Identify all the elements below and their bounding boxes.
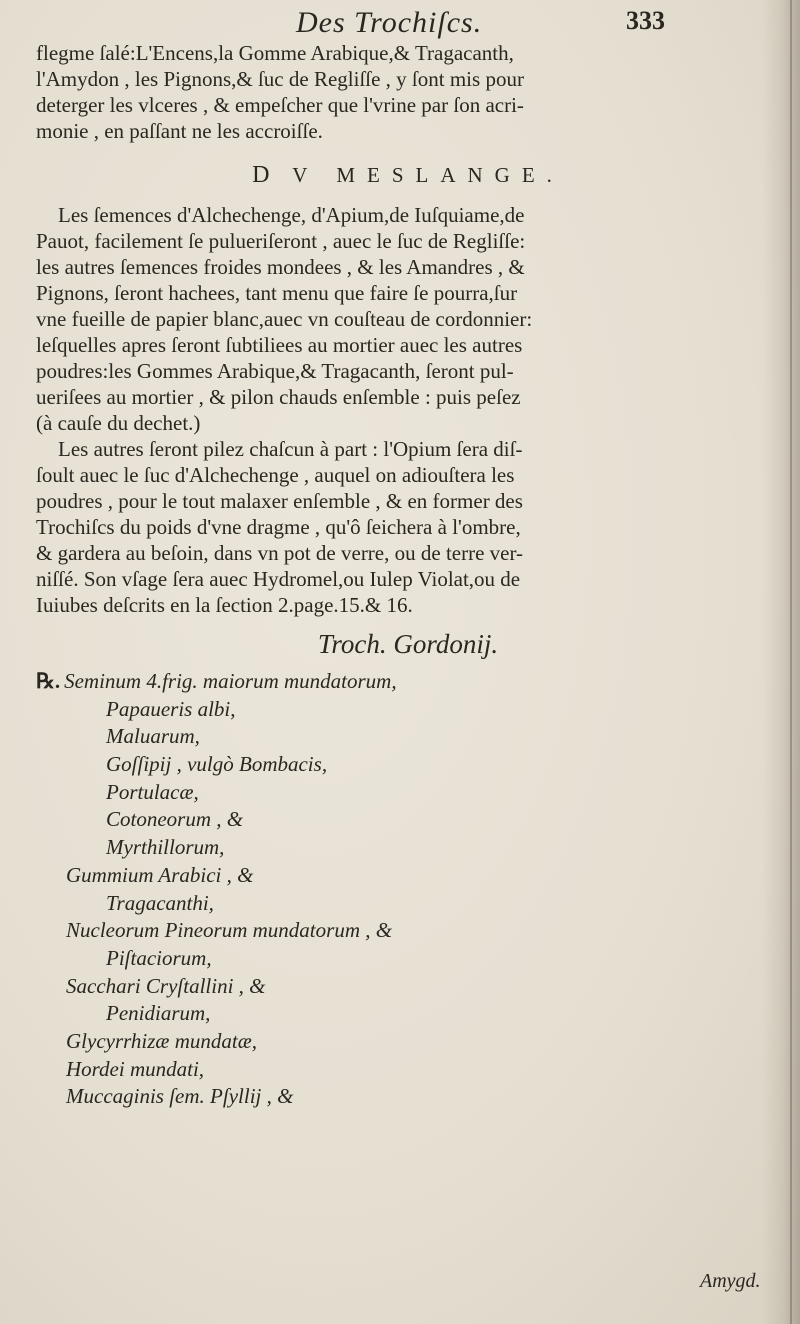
text-line: monie , en paſſant ne les accroiſſe. [36,119,323,143]
paragraph-opening [36,40,780,144]
ingredient-list [36,696,780,1111]
text-line: niſſé. Son vſage ſera auec Hydromel,ou Iulep Violat,ou de [36,567,521,591]
catchword: Amygd. [700,1270,761,1292]
text-line: Pauot, facilement ſe pulueriſeront , auec le ſuc de Regliſſe: [36,229,526,253]
text-line: (à cauſe du dechet.) [36,411,201,435]
recipe-title: Troch. Gordonij. [317,629,499,659]
ingredient-line: Penidiarum, [106,1001,211,1026]
text-line: ueriſees au mortier , & pilon chauds enſemble : puis peſez [36,385,521,409]
ingredient-line: Goſſipij , vulgò Bombacis, [106,752,328,777]
ingredient-line: Sacchari Cryſtallini , & [66,973,266,998]
text-line: les autres ſemences froides mondees , & les Amandres , & [36,255,525,279]
section-heading-initial: D [252,162,276,188]
ingredient-line: Portulacæ, [106,779,199,804]
paragraph-usage [36,436,780,618]
recipe-first-ingredient: Seminum 4.frig. maiorum mundatorum, [64,669,397,693]
ingredient-line: Hordei mundati, [66,1056,205,1081]
ingredient-line: Cotoneorum , & [106,807,244,832]
section-heading-rest: V MESLANGE. [292,163,564,187]
text-line: Pignons, ſeront hachees, tant menu que faire ſe pourra,ſur [36,281,518,305]
text-line: poudres , pour le tout malaxer enſemble , & en former des [36,489,523,513]
text-line: Iuiubes deſcrits en la ſection 2.page.15.& 16. [36,593,413,617]
page-edge-line [790,0,792,1324]
text-line: & gardera au beſoin, dans vn pot de verre, ou de terre ver- [36,541,524,565]
ingredient-line: Muccaginis ſem. Pſyllij , & [66,1084,294,1109]
text-line: ſoult auec le ſuc d'Alchechenge , auquel on adiouſtera les [36,463,515,487]
recipe-first-line [36,668,780,696]
text-line: flegme ſalé:L'Encens,la Gomme Arabique,& Tragacanth, [36,41,514,65]
recipe-ingredients [36,668,780,1111]
ingredient-line: Glycyrrhizæ mundatæ, [66,1028,257,1053]
text-line: l'Amydon , les Pignons,& ſuc de Regliſſe , y ſont mis pour [36,67,524,91]
recipe-symbol: ℞. [36,669,61,693]
ingredient-line: Gummium Arabici , & [66,862,254,887]
page-number: 333 [626,6,665,35]
running-header [36,0,780,40]
running-title: Des Trochiſcs. [296,6,483,39]
text-line: deterger les vlceres , & empeſcher que l'vrine par ſon acri- [36,93,524,117]
ingredient-line: Nucleorum Pineorum mundatorum , & [66,918,393,943]
page-content [36,0,780,1111]
text-line: Les autres ſeront pilez chaſcun à part : l'Opium ſera diſ- [58,437,523,461]
ingredient-line: Tragacanthi, [106,890,214,915]
text-line: Les ſemences d'Alchechenge, d'Apium,de Iuſquiame,de [58,203,525,227]
text-line: leſquelles apres ſeront ſubtiliees au mortier auec les autres [36,333,523,357]
text-line: vne fueille de papier blanc,auec vn couſteau de cordonnier: [36,307,533,331]
paragraph-preparation [36,202,780,436]
text-line: poudres:les Gommes Arabique,& Tragacanth, ſeront pul- [36,359,514,383]
text-line: Trochiſcs du poids d'vne dragme , qu'ô ſeichera à l'ombre, [36,515,521,539]
section-heading [36,162,780,188]
ingredient-line: Piſtaciorum, [106,945,212,970]
ingredient-line: Myrthillorum, [106,835,225,860]
ingredient-line: Maluarum, [106,724,200,749]
ingredient-line: Papaueris albi, [106,696,236,721]
